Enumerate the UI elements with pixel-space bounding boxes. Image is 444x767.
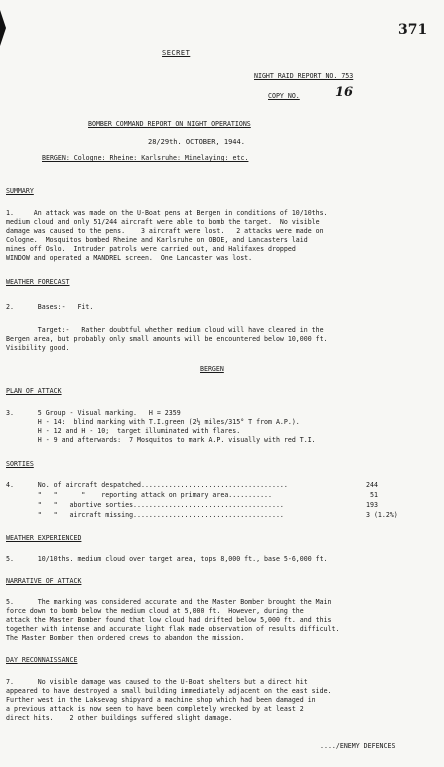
narrative-line: together with intense and accurate light flak made observation of results difficult. xyxy=(6,625,340,633)
sortie-label: " " aircraft missing...................................... xyxy=(6,511,284,519)
report-date: 28/29th. OCTOBER, 1944. xyxy=(148,138,245,146)
day-recon-line: Further west in the Laksevag shipyard a machine shop which had been damaged in xyxy=(6,696,316,704)
sortie-value: 3 (1.2%) xyxy=(366,511,398,519)
summary-line: Cologne. Mosquitos bombed Rheine and Karlsruhe on OBOE, and Lancasters laid xyxy=(6,236,308,244)
plan-heading: PLAN OF ATTACK xyxy=(6,387,62,395)
bases-line: 2. Bases:- Fit. xyxy=(6,303,94,311)
report-title: BOMBER COMMAND REPORT ON NIGHT OPERATIONS xyxy=(88,120,251,128)
sortie-value: 193 xyxy=(366,501,378,509)
summary-line: medium cloud and only 51/244 aircraft were able to bomb the target. No visible xyxy=(6,218,320,226)
page-number: 371 xyxy=(398,22,428,38)
sortie-value: 51 xyxy=(370,491,378,499)
weather-experienced-line: 5. 10/10ths. medium cloud over target area, tops 8,000 ft., base 5-6,000 ft. xyxy=(6,555,328,563)
sorties-heading: SORTIES xyxy=(6,460,34,468)
day-recon-line: 7. No visible damage was caused to the U-Boat shelters but a direct hit xyxy=(6,678,308,686)
target-forecast-line: Target:- Rather doubtful whether medium cloud will have cleared in the xyxy=(6,326,324,334)
margin-mark xyxy=(0,10,6,46)
narrative-heading: NARRATIVE OF ATTACK xyxy=(6,577,82,585)
weather-forecast-heading: WEATHER FORECAST xyxy=(6,278,70,286)
summary-line: 1. An attack was made on the U-Boat pens at Bergen in conditions of 10/10ths. xyxy=(6,209,328,217)
day-recon-line: a previous attack is now seen to have been completely wrecked by at least 2 xyxy=(6,705,304,713)
weather-experienced-heading: WEATHER EXPERIENCED xyxy=(6,534,82,542)
narrative-line: 5. The marking was considered accurate and the Master Bomber brought the Main xyxy=(6,598,332,606)
plan-line: 3. 5 Group - Visual marking. H = 2359 xyxy=(6,409,181,417)
narrative-line: force down to bomb below the medium cloud at 5,000 ft. However, during the xyxy=(6,607,304,615)
copy-label: COPY NO. xyxy=(268,92,300,100)
summary-line: WINDOW and operated a MANDREL screen. One Lancaster was lost. xyxy=(6,254,253,262)
sortie-label: " " " reporting attack on primary area........... xyxy=(6,491,272,499)
narrative-line: The Master Bomber then ordered crews to abandon the mission. xyxy=(6,634,245,642)
summary-heading: SUMMARY xyxy=(6,187,34,195)
sortie-label: 4. No. of aircraft despatched..................................... xyxy=(6,481,288,489)
plan-line: H - 12 and H - 10; target illuminated with flares. xyxy=(6,427,241,435)
classification: SECRET xyxy=(162,49,191,57)
target-forecast-line: Bergen area, but probably only small amounts will be encountered below 10,000 ft. xyxy=(6,335,328,343)
plan-line: H - 14: blind marking with T.I.green (2½ miles/315° T from A.P.). xyxy=(6,418,300,426)
narrative-line: attack the Master Bomber found that low cloud had drifted below 5,000 ft. and this xyxy=(6,616,332,624)
report-ref: NIGHT RAID REPORT NO. 753 xyxy=(254,72,354,80)
day-recon-heading: DAY RECONNAISSANCE xyxy=(6,656,78,664)
copy-number: 16 xyxy=(335,85,354,100)
bergen-heading: BERGEN xyxy=(200,365,224,373)
summary-line: mines off Oslo. Intruder patrols were carried out, and Halifaxes dropped xyxy=(6,245,296,253)
day-recon-line: appeared to have destroyed a small building immediately adjacent on the east side. xyxy=(6,687,332,695)
summary-line: damage was caused to the pens. 3 aircraft were lost. 2 attacks were made on xyxy=(6,227,324,235)
plan-line: H - 9 and afterwards: 7 Mosquitos to mark A.P. visually with red T.I. xyxy=(6,436,316,444)
sortie-value: 244 xyxy=(366,481,378,489)
sortie-label: " " abortive sorties...................................... xyxy=(6,501,284,509)
targets-line: BERGEN: Cologne: Rheine: Karlsruhe: Minelaying: etc. xyxy=(42,154,249,162)
continuation-footer: ..../ENEMY DEFENCES xyxy=(320,742,396,750)
target-forecast-line: Visibility good. xyxy=(6,344,70,352)
day-recon-line: direct hits. 2 other buildings suffered slight damage. xyxy=(6,714,233,722)
